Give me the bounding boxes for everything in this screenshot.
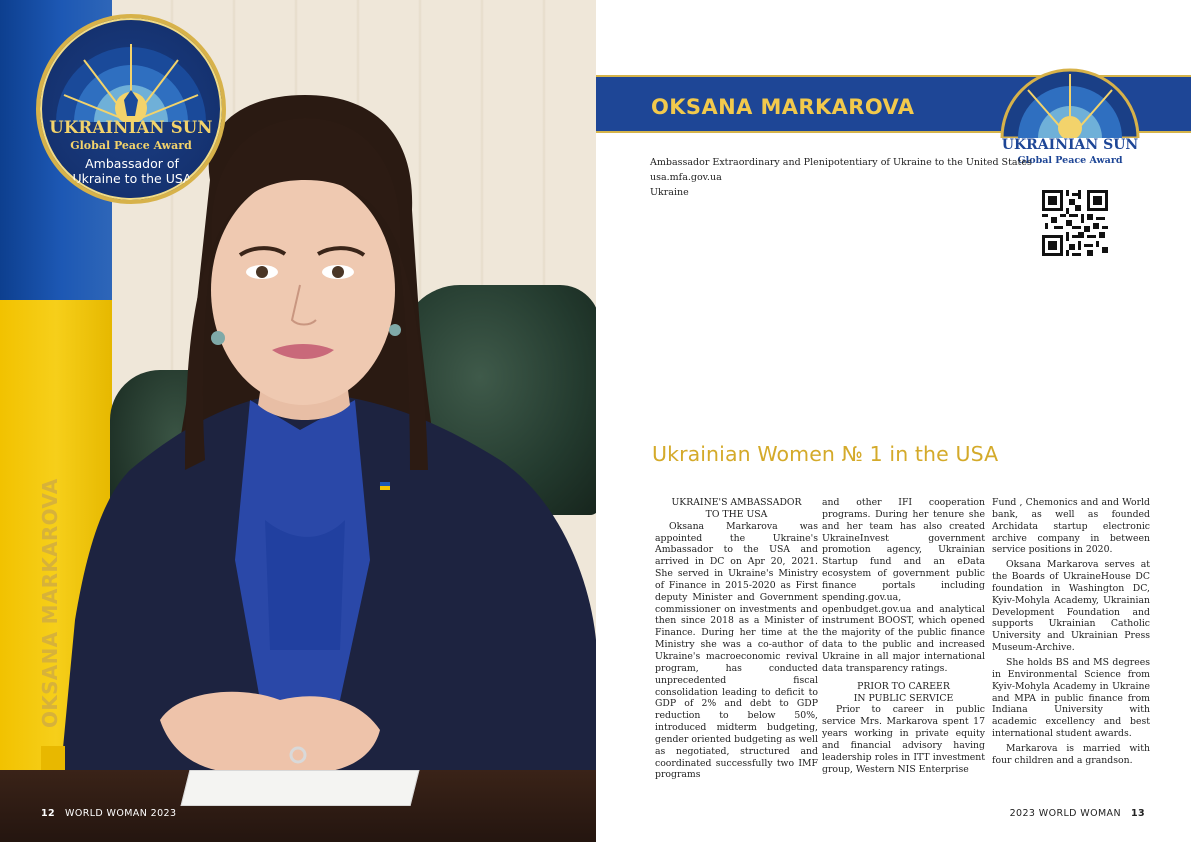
- face: [211, 175, 395, 405]
- left-folio-label: WORLD WOMAN 2023: [65, 808, 177, 819]
- seal-role: [48, 156, 216, 186]
- right-folio-label: 2023 WORLD WOMAN: [1009, 808, 1121, 819]
- paragraph-2: Prior to career in public service Mrs. Markarova spent 17 years working in private equity and financial advisory having leadership roles in ITT investment group, Western NIS Enterprise: [822, 704, 985, 775]
- seal-subtitle: Global Peace Award: [70, 139, 192, 152]
- paragraph-1-continued: and other IFI cooperation programs. During her tenure she and her team has also created UkraineInvest government promotion agency, Ukrainian Startup fund and an eData ecosystem of government public finance portals including spending.gov.ua, openbudget.gov.ua and analytical instrument BOOST, which opened the majority of the public finance data to the public and increased Ukraine in all major international data transparency ratings.: [822, 497, 985, 674]
- paragraph-4: She holds BS and MS degrees in Environmental Science from Kyiv-Mohyla Academy in Ukraine and MPA in public finance from Indiana University with academic excellency and best international student awards.: [992, 656, 1150, 740]
- banner-name: OKSANA MARKAROVA: [651, 95, 915, 119]
- info-country: Ukraine: [650, 187, 689, 198]
- article-headline: Ukrainian Women № 1 in the USA: [652, 442, 999, 466]
- ukrainian-sun-award-seal: [36, 14, 226, 204]
- seal-role-line1: Ambassador of: [85, 156, 179, 171]
- small-seal-title: UKRAINIAN SUN: [1001, 137, 1139, 153]
- sun-mosaic-icon: [54, 30, 208, 122]
- small-sun-seal-icon: [1000, 64, 1140, 138]
- section-heading-1-line1: UKRAINE'S AMBASSADOR: [671, 497, 802, 508]
- section-heading-1: [655, 497, 818, 521]
- qr-code-icon: [1042, 190, 1108, 256]
- info-website[interactable]: usa.mfa.gov.ua: [650, 172, 722, 183]
- paragraph-5: Markarova is married with four children and a grandson.: [992, 742, 1150, 766]
- section-heading-2: [822, 681, 985, 705]
- paragraph-2-continued: Fund , Chemonics and and World bank, as well as founded Archidata startup electronic archive company in between service positions in 2020.: [992, 497, 1150, 556]
- article-column-2: [822, 497, 985, 778]
- right-page: [596, 0, 1191, 842]
- paragraph-1: Oksana Markarova was appointed the Ukraine's Ambassador to the USA and arrived in DC on Apr 20, 2021. She served in Ukraine's Ministry of Finance in 2015-2020 as First deputy Minister and Government commissioner on investments and then since 2018 as a Minister of Finance. During her time at the Ministry she was a co-author of Ukraine's macroeconomic revival program, has conducted unprecedented fiscal consolidation leading to deficit to GDP of 2% and debt to GDP reduction to below 50%, introduced midterm budgeting, gender oriented budgeting as well as negotiated, structured and coordinated successfully two IMF programs: [655, 520, 818, 781]
- left-page-number: 12: [41, 808, 56, 819]
- section-heading-2-line2: IN PUBLIC SERVICE: [853, 692, 954, 704]
- contact-info: [650, 155, 1032, 200]
- right-folio: [1010, 808, 1145, 819]
- vertical-name: OKSANA MARKAROVA: [38, 478, 62, 728]
- seal-role-line2: Ukraine to the USA: [72, 171, 192, 186]
- right-page-number: 13: [1130, 808, 1145, 819]
- seal-title: UKRAINIAN SUN: [49, 118, 213, 137]
- article-column-3: [992, 497, 1150, 770]
- info-title: Ambassador Extraordinary and Plenipotentiary of Ukraine to the United States: [650, 157, 1032, 168]
- small-seal-subtitle: Global Peace Award: [1017, 155, 1123, 166]
- paragraph-3: Oksana Markarova serves at the Boards of UkraineHouse DC foundation in Washington DC, Kyiv-Mohyla Academy, Ukrainian Development Foundation and supports Ukrainian Catholic University and Ukrainian Press Museum-Archive.: [992, 559, 1150, 654]
- gold-square: [41, 746, 65, 770]
- section-heading-1-line2: TO THE USA: [705, 508, 768, 520]
- section-heading-2-line1: PRIOR TO CAREER: [857, 680, 950, 692]
- desk-paper: [181, 770, 420, 806]
- left-folio: [41, 808, 176, 819]
- article-column-1: [655, 497, 818, 784]
